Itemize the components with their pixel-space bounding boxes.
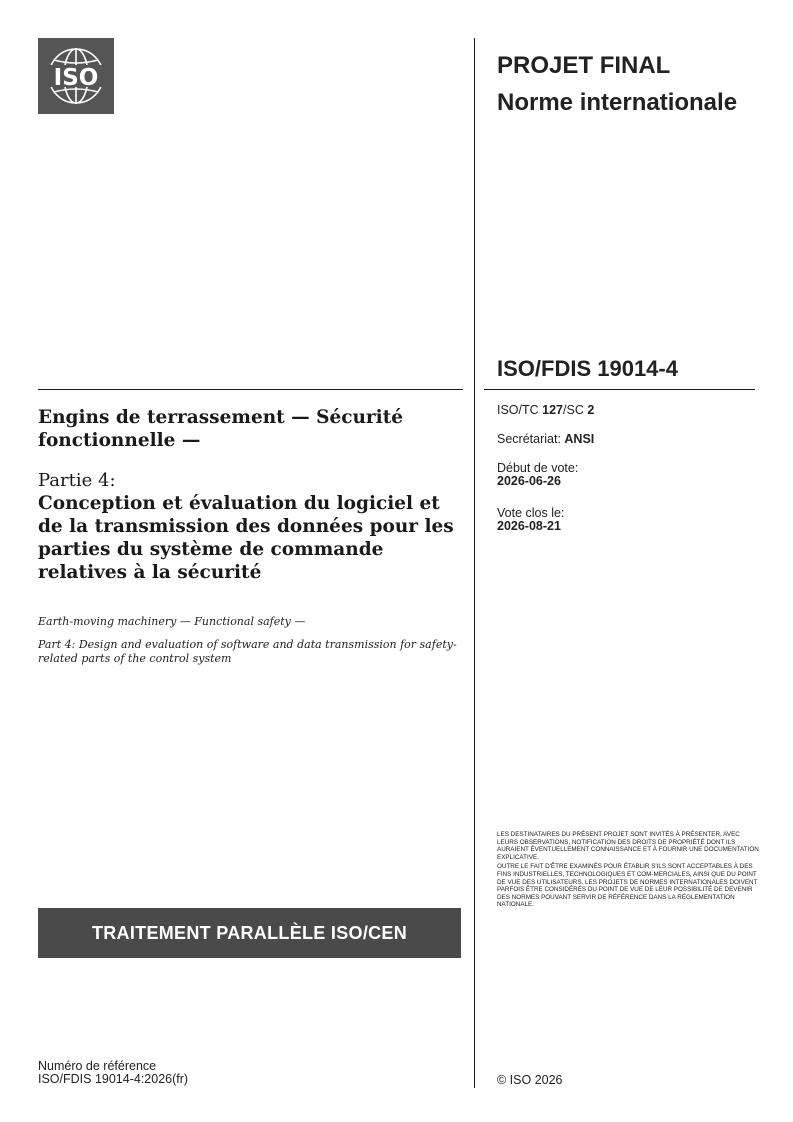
- part-title: Conception et évaluation du logiciel et de la transmission des données pour les parties du système de commande relatives à la sécurité: [38, 493, 454, 583]
- logo-text: ISO: [53, 65, 99, 91]
- committee-sc: 2: [587, 403, 595, 417]
- vertical-divider: [474, 38, 475, 1088]
- document-status: PROJET FINAL: [497, 52, 671, 79]
- reference-label: Numéro de référence: [38, 1059, 157, 1073]
- secretariat-label: Secrétariat:: [497, 432, 565, 446]
- main-title: Engins de terrassement — Sécurité fonctionnelle —: [38, 407, 404, 451]
- notice-block: [497, 831, 759, 911]
- horizontal-divider-right: [484, 389, 755, 390]
- part-label: Partie 4:: [38, 470, 116, 491]
- english-part-title: Part 4: Design and evaluation of software and data transmission for safety-related parts of the control system: [38, 638, 457, 665]
- parallel-processing-banner: TRAITEMENT PARALLÈLE ISO/CEN: [38, 908, 461, 958]
- reference-value: ISO/FDIS 19014-4:2026(fr): [38, 1072, 189, 1086]
- copyright: © ISO 2026: [497, 1073, 563, 1087]
- committee-tc: 127: [542, 403, 564, 417]
- secretariat-line: [497, 432, 757, 446]
- document-number: ISO/FDIS 19014-4: [497, 356, 678, 381]
- document-type: Norme internationale: [497, 89, 738, 116]
- vote-end-label: Vote clos le:: [497, 506, 565, 520]
- committee-prefix: ISO/TC: [497, 403, 543, 417]
- committee-line: [497, 403, 757, 417]
- english-main-title: Earth-moving machinery — Functional safety —: [38, 615, 306, 628]
- notice-paragraph-2: OUTRE LE FAIT D'ÊTRE EXAMINÉS POUR ÉTABLIR S'ILS SONT ACCEPTABLES À DES FINS INDUSTRIELLES, TECHNOLOGIQUES ET COM-MERCIALES, AINSI QUE DU POINT DE VUE DES UTILISATEURS, LES PROJETS DE NORMES INTERNATIONALES DOIVENT PARFOIS ÊTRE CONSIDÉRÉS DU POINT DE VUE DE LEUR POSSIBILITÉ DE DEVENIR DES NORMES POUVANT SERVIR DE RÉFÉRENCE DANS LA RÉGLEMENTATION NATIONALE.: [497, 863, 758, 909]
- vote-end-date: 2026-08-21: [497, 519, 561, 533]
- vote-start-label: Début de vote:: [497, 461, 579, 475]
- horizontal-divider-left: [38, 389, 463, 390]
- vote-start-date: 2026-06-26: [497, 474, 561, 488]
- secretariat-value: ANSI: [564, 432, 595, 446]
- committee-sep: /SC: [563, 403, 588, 417]
- iso-logo: [38, 38, 114, 114]
- globe-icon: [38, 38, 114, 114]
- notice-paragraph-1: LES DESTINATAIRES DU PRÉSENT PROJET SONT INVITÉS À PRÉSENTER, AVEC LEURS OBSERVATIONS, NOTIFICATION DES DROITS DE PROPRIÉTÉ DONT ILS AURAIENT ÉVENTUELLEMENT CONNAISSANCE ET À FOURNIR UNE DOCUMENTATION EXPLICATIVE.: [497, 831, 759, 861]
